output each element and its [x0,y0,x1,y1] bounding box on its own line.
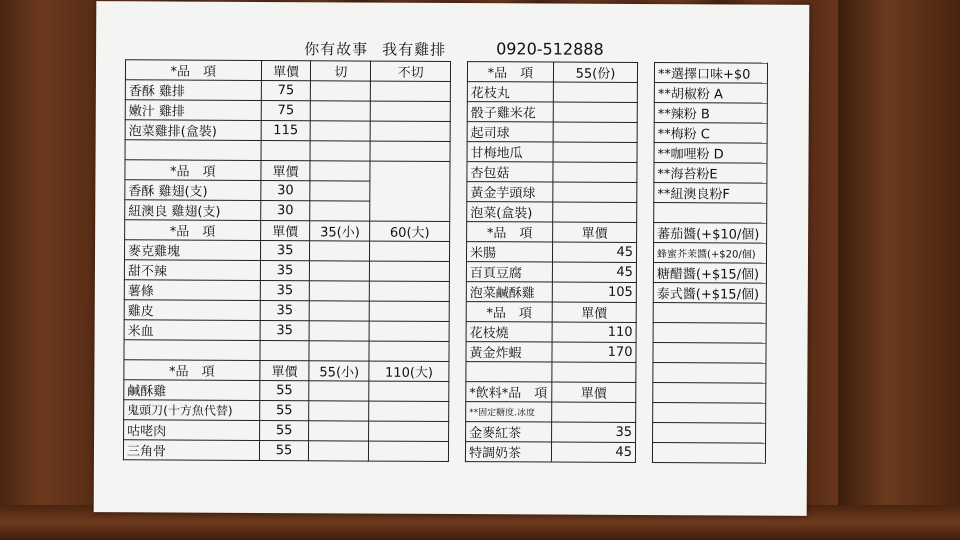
item-name: 香酥 雞排 [125,80,261,101]
drink-note: **固定糖度.冰度 [466,402,552,422]
column-header: 單價 [552,302,636,322]
item-name: 米腸 [466,242,552,262]
sauce-item: 蕃茄醬(+$10/個) [654,223,767,244]
item-name: 甜不辣 [124,260,260,281]
column-header: 單價 [552,382,636,402]
item-name: 嫩汁 雞排 [125,100,261,121]
table-row [653,403,766,424]
table-row [653,323,766,344]
table-row [654,163,767,184]
table-row [653,423,766,444]
item-name: 香酥 雞翅(支) [125,180,261,201]
table-row [124,320,449,342]
table-row [467,82,637,103]
table-row [125,120,450,142]
column-header: *品 項 [124,360,260,381]
item-name: 紐澳良 雞翅(支) [125,200,261,221]
item-price: 55 [259,400,309,420]
table-row [654,203,767,224]
table-row [653,343,766,364]
column-header: 單價 [260,220,310,240]
right-flavor-table [652,62,768,464]
table-row [466,302,636,323]
item-name: 花枝丸 [467,82,553,102]
table-row [467,182,637,203]
item-price: 35 [260,260,310,280]
left-menu-table [123,59,451,462]
item-price: 75 [261,101,311,121]
item-name: 杏包菇 [467,162,553,182]
table-row [125,160,450,182]
item-price: 35 [552,422,636,442]
slogan-2: 我有雞排 [382,40,447,59]
column-header: 35(小) [310,221,370,241]
table-row [124,360,449,382]
table-row [467,222,637,243]
column-header: 不切 [371,61,451,81]
flavor-item: **梅粉 C [654,123,767,144]
sauce-item: 泰式醬(+$15/個) [653,283,766,304]
table-row [467,202,637,223]
column-header: 60(大) [370,221,450,241]
phone-number: 0920-512888 [496,39,604,59]
table-row [125,100,450,122]
table-row [467,162,637,183]
sauce-item: 糖醋醬(+$15/個) [653,263,766,284]
table-row [124,260,449,282]
item-name: 三角骨 [123,440,259,461]
item-name: 骰子雞米花 [467,102,553,122]
table-row [654,143,767,164]
table-row [467,62,637,83]
item-name: 泡菜雞排(盒裝) [125,120,261,141]
item-price: 35 [260,280,310,300]
table-row [467,142,637,163]
item-name: 百頁豆腐 [466,262,552,282]
table-row [654,103,767,124]
table-row [654,223,767,244]
item-price: 45 [552,262,636,282]
item-name: 米血 [124,320,260,341]
flavor-item: **海苔粉E [654,163,767,184]
table-row [653,263,766,284]
table-row [465,442,635,463]
item-price: 170 [552,342,636,362]
item-name: 鹹酥雞 [124,380,260,401]
table-row [654,183,767,204]
column-header: 單價 [261,61,311,81]
table-row [654,123,767,144]
column-header: 55(小) [309,361,369,381]
menu-title [304,38,460,60]
column-header: 55(份) [553,62,637,82]
column-header: *品 項 [467,222,553,242]
item-name: 特調奶茶 [465,442,551,462]
table-row [124,280,449,302]
table-row [466,282,636,303]
item-price: 115 [261,121,311,141]
table-row [653,363,766,384]
table-row [466,262,636,283]
column-header: *品 項 [467,62,553,82]
table-row [653,303,766,324]
flavor-item: **咖哩粉 D [654,143,767,164]
item-price: 45 [551,442,635,462]
item-price: 110 [552,322,636,342]
column-header: 單價 [260,360,310,380]
table-row [466,342,636,363]
flavor-item: **辣粉 B [654,103,767,124]
table-row [466,362,636,383]
table-row [466,242,636,263]
table-row [124,340,449,362]
table-row [125,80,450,102]
table-row [124,420,449,442]
table-row [654,83,767,104]
item-name: 黃金炸蝦 [466,342,552,362]
item-name: 薯條 [124,280,260,301]
table-row [124,300,449,322]
column-header: **選擇口味+$0 [654,63,767,84]
table-row [125,140,450,162]
item-price: 35 [260,240,310,260]
sauce-item: 蜂蜜芥茉醬(+$20/個) [653,243,766,264]
column-header: 單價 [553,222,637,242]
column-header: *品 項 [125,220,261,241]
table-row [467,122,637,143]
table-row [466,382,636,403]
middle-menu-table [465,61,638,463]
table-row [654,63,767,84]
table-row [124,380,449,402]
column-header: *品 項 [466,302,552,322]
table-row [466,322,636,343]
item-price: 45 [552,242,636,262]
item-price: 55 [259,420,309,440]
table-row [466,422,636,443]
menu-paper [94,1,810,516]
item-name: 咕咾肉 [124,420,260,441]
slogan-1: 你有故事 [304,40,369,59]
item-name: 泡菜(盒裝) [467,202,553,222]
column-header: 切 [311,61,371,81]
item-price: 35 [260,300,310,320]
table-row [124,400,449,422]
item-price: 30 [260,200,310,220]
column-header: *飲料*品 項 [466,382,552,402]
table-row [653,383,766,404]
item-name: 泡菜鹹酥雞 [466,282,552,302]
item-price: 35 [260,320,310,340]
item-name: 甘梅地瓜 [467,142,553,162]
item-name: 起司球 [467,122,553,142]
table-row [467,102,637,123]
item-price: 105 [552,282,636,302]
column-header: *品 項 [125,60,261,81]
item-name: 麥克雞塊 [124,240,260,261]
table-row [653,243,766,264]
table-row [466,402,636,423]
table-row [125,60,450,82]
flavor-item: **胡椒粉 A [654,83,767,104]
flavor-item: **紐澳良粉F [654,183,767,204]
column-header: 單價 [261,160,311,180]
item-price: 55 [259,440,309,460]
table-row [123,440,448,462]
item-price: 75 [261,81,311,101]
item-name: 金麥紅茶 [466,422,552,442]
item-name: 雞皮 [124,300,260,321]
item-price: 55 [259,380,309,400]
table-row [124,240,449,262]
table-row [125,220,450,242]
item-name: 黃金芋頭球 [467,182,553,202]
table-row [653,283,766,304]
wood-frame-right [838,0,960,540]
column-header: 110(大) [369,361,449,381]
item-name: 花枝燒 [466,322,552,342]
item-price: 30 [260,180,310,200]
column-header: *品 項 [125,160,261,181]
item-name: 鬼頭刀(十方魚代替) [124,400,260,421]
table-row [652,443,765,464]
